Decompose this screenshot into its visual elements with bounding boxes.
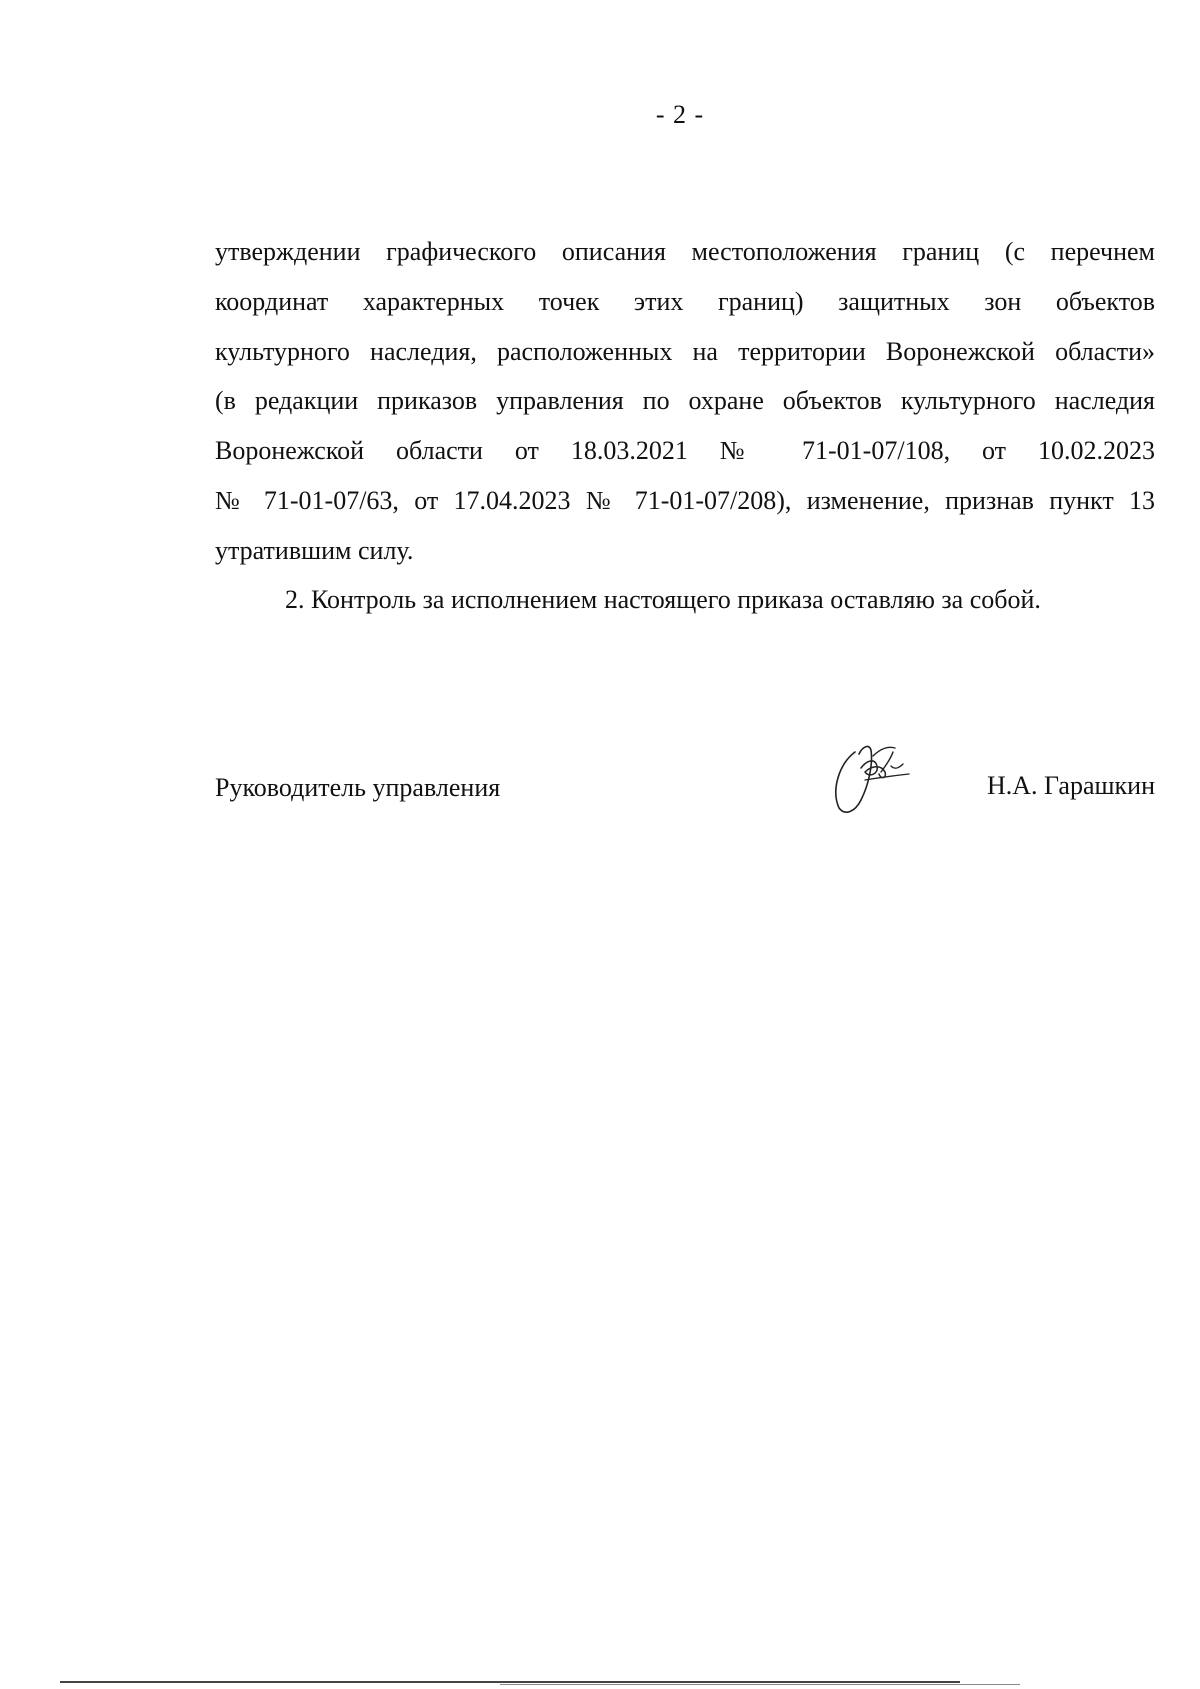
body-line-2: координат характерных точек этих границ) защитных зон объектов xyxy=(215,287,1155,316)
scan-edge-line xyxy=(60,1681,960,1683)
body-line-4: (в редакции приказов управления по охране объектов культурного наследия xyxy=(215,386,1155,415)
signatory-name: Н.А. Гарашкин xyxy=(987,771,1155,800)
body-line-6: № 71-01-07/63, от 17.04.2023 № 71-01-07/208), изменение, признав пункт 13 xyxy=(215,486,1155,515)
handwritten-signature xyxy=(825,738,925,818)
page-number: - 2 - xyxy=(655,100,705,129)
body-line-3: культурного наследия, расположенных на территории Воронежской области» xyxy=(215,337,1155,366)
scan-edge-line xyxy=(500,1684,1020,1685)
body-line-7: утратившим силу. xyxy=(215,536,414,565)
body-line-1: утверждении графического описания местоположения границ (с перечнем xyxy=(215,237,1155,266)
signatory-title: Руководитель управления xyxy=(215,773,501,802)
body-line-5: Воронежской области от 18.03.2021 № 71-01-07/108, от 10.02.2023 xyxy=(215,436,1155,465)
list-item-2: 2. Контроль за исполнением настоящего приказа оставляю за собой. xyxy=(285,585,1041,614)
